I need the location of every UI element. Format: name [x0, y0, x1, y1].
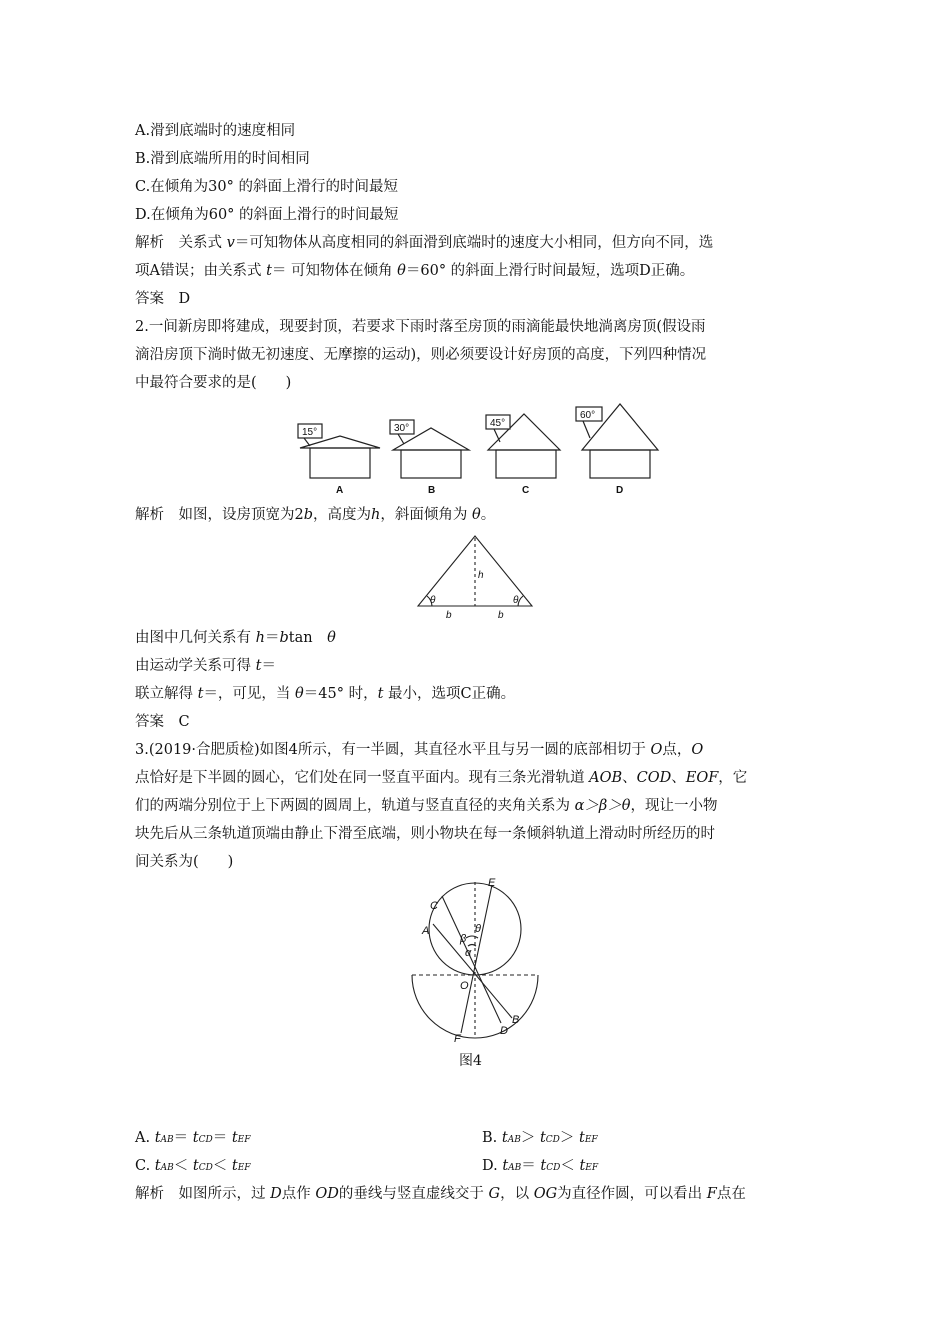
point-e-label: E — [488, 877, 496, 889]
q2-answer: 答案 C — [135, 714, 190, 730]
q1-solution-line-2: 项A错误；由关系式 t＝ 可知物体在倾角 θ＝60° 的斜面上滑行时间最短，选项D正确。 — [135, 263, 695, 279]
q1-option-b: B.滑到底端所用的时间相同 — [135, 151, 310, 167]
q1-option-a: A.滑到底端时的速度相同 — [135, 123, 296, 139]
point-a-label: A — [422, 925, 430, 937]
house-label-c: C — [522, 485, 530, 496]
q2-solution-conclusion: 联立解得 t＝，可见，当 θ＝45° 时，t 最小，选项C正确。 — [135, 686, 516, 702]
theta-left-label: θ — [430, 595, 436, 606]
q2-geometry-relation: 由图中几何关系有 h＝btan θ — [135, 630, 336, 646]
alpha-label: α — [465, 947, 472, 959]
angle-label-a: 15° — [302, 427, 318, 438]
angle-label-c: 45° — [490, 418, 506, 429]
q1-solution-line-1: 解析 关系式 v＝可知物体从高度相同的斜面滑到底端时的速度大小相同，但方向不同，选 — [135, 235, 714, 251]
q3-option-c: C. tAB＜ tCD＜ tEF — [135, 1158, 251, 1174]
track-cod — [442, 896, 501, 1023]
point-b-label: B — [512, 1014, 520, 1026]
q2-question-line-3: 中最符合要求的是( ) — [135, 375, 292, 391]
point-d-label: D — [500, 1025, 508, 1037]
point-o-label: O — [460, 980, 469, 992]
q3-option-a: A. tAB＝ tCD＝ tEF — [135, 1130, 251, 1146]
q3-question-line-5: 间关系为( ) — [135, 854, 234, 870]
q2-solution-intro: 解析 如图，设房顶宽为2b，高度为h，斜面倾角为 θ。 — [135, 507, 496, 523]
circles-figure — [400, 876, 560, 1046]
house-label-b: B — [428, 485, 436, 496]
triangle-figure — [410, 530, 540, 624]
q3-option-b: B. tAB＞ tCD＞ tEF — [482, 1130, 598, 1146]
figure-caption: 图4 — [459, 1053, 482, 1069]
q3-option-d: D. tAB＝ tCD＜ tEF — [482, 1158, 599, 1174]
q1-option-d: D.在倾角为60° 的斜面上滑行的时间最短 — [135, 207, 399, 223]
q3-solution-line-1: 解析 如图所示，过 D点作 OD的垂线与竖直虚线交于 G，以 OG为直径作圆，可以看出 F点在 — [135, 1186, 746, 1202]
base-right-label: b — [498, 610, 504, 621]
track-aob — [433, 924, 512, 1018]
angle-label-b: 30° — [394, 423, 410, 434]
q2-kinematics-relation: 由运动学关系可得 t＝ — [135, 658, 276, 674]
theta-label: θ — [475, 923, 481, 935]
house-label-a: A — [336, 485, 344, 496]
q2-question-line-2: 滴沿房顶下淌时做无初速度、无摩擦的运动)，则必须要设计好房顶的高度，下列四种情况 — [135, 347, 707, 363]
q1-answer: 答案 D — [135, 291, 191, 307]
q2-question-line-1: 2.一间新房即将建成，现要封顶，若要求下雨时落至房顶的雨滴能最快地淌离房顶(假设雨 — [135, 319, 706, 335]
beta-label: β — [460, 933, 467, 945]
q3-question-line-3: 们的两端分别位于上下两圆的圆周上，轨道与竖直直径的夹角关系为 α＞β＞θ，现让一小物 — [135, 798, 718, 814]
height-label: h — [478, 570, 484, 581]
point-c-label: C — [430, 900, 438, 912]
angle-label-d: 60° — [580, 410, 596, 421]
base-left-label: b — [446, 610, 452, 621]
point-f-label: F — [454, 1033, 461, 1045]
q3-question-line-1: 3.(2019·合肥质检)如图4所示，有一半圆，其直径水平且与另一圆的底部相切于 O点，O — [135, 742, 704, 758]
q3-question-line-4: 块先后从三条轨道顶端由静止下滑至底端，则小物块在每一条倾斜轨道上滑动时所经历的时 — [135, 826, 715, 842]
track-eof — [461, 885, 492, 1033]
houses-figure — [290, 398, 670, 500]
q3-question-line-2: 点恰好是下半圆的圆心，它们处在同一竖直平面内。现有三条光滑轨道 AOB、COD、EOF，它 — [135, 770, 748, 786]
theta-right-label: θ — [513, 595, 519, 606]
q1-option-c: C.在倾角为30° 的斜面上滑行的时间最短 — [135, 179, 398, 195]
house-label-d: D — [616, 485, 624, 496]
